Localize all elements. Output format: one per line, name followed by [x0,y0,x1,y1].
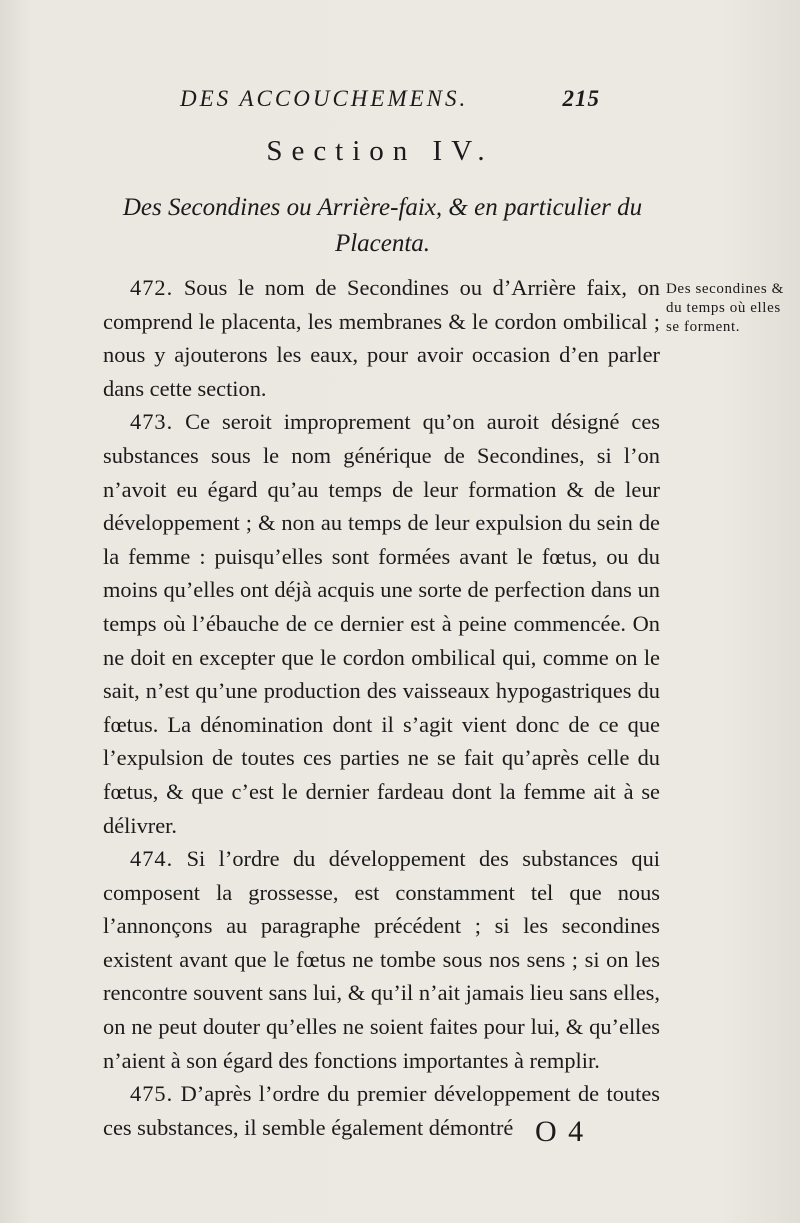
section-heading: Section IV. [266,135,494,167]
paragraph-text: Si l’ordre du développement des substances qui composent la grossesse, est constamment tel que nous l’annonçons au paragraphe précédent ; si les secondines existent avant que le fœtus ne tombe sous nos sens ; si on les rencontre souvent sans lui, & qu’il n’ait jamais lieu sans elles, on ne peut douter qu’elles ne soient faites pour lui, & qu’elles n’aient à son égard des fonctions importantes à remplir. [103,846,660,1073]
paragraph-473 [103,405,660,842]
marginal-note: Des secondines & du temps où elles se forment. [666,281,784,335]
page-number: 215 [562,86,600,111]
running-head [180,86,600,116]
chapter-title: Des Secondines ou Arrière-faix, & en particulier du Placenta. [122,194,643,257]
paragraph-number: 474. [130,846,174,872]
paragraph-474 [103,842,660,1077]
body-text [103,271,660,1144]
paragraph-text: Ce seroit improprement qu’on auroit désigné ces substances sous le nom générique de Secondines, si l’on n’avoit eu égard qu’au temps de leur formation & de leur développement ; & non au temps de leur expulsion du sein de la femme : puisqu’elles sont formées avant le fœtus, ou du moins qu’elles ont déjà acquis une sorte de perfection dans un temps où l’ébauche de ce dernier est à peine commencée. On ne doit en excepter que le cordon ombilical qui, comme on le sait, n’est qu’une production des vaisseaux hypogastriques du fœtus. La dénomination dont il s’agit vient donc de ce que l’expulsion de toutes ces parties ne se fait qu’après celle du fœtus, & que c’est le dernier fardeau dont la femme ait à se délivrer. [103,409,660,838]
running-head-title: DES ACCOUCHEMENS. [180,86,469,111]
paragraph-number: 475. [130,1081,174,1107]
paragraph-472 [103,271,660,405]
paragraph-number: 472. [130,275,174,300]
signature-mark: O 4 [535,1115,586,1148]
paragraph-text: D’après l’ordre du premier développement de toutes ces substances, il semble également démontré [103,1081,660,1140]
paragraph-number: 473. [130,409,174,435]
paragraph-text: Sous le nom de Secondines ou d’Arrière faix, on comprend le placenta, les membranes & le cordon ombilical ; nous y ajouterons les eaux, pour avoir occasion d’en parler dans cette section. [103,275,660,401]
